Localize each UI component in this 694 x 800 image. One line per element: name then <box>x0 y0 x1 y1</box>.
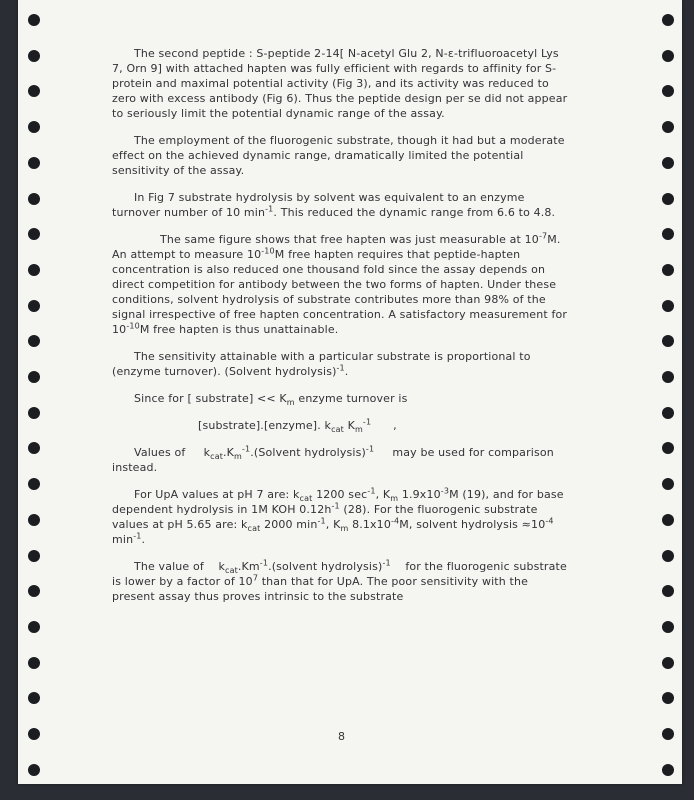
tractor-hole <box>662 657 674 669</box>
tractor-hole <box>28 335 40 347</box>
right-tractor-holes <box>662 0 676 784</box>
tractor-hole <box>28 50 40 62</box>
tractor-hole <box>662 85 674 97</box>
tractor-hole <box>28 728 40 740</box>
formula-line: [substrate].[enzyme]. $k_{cat}$ $K_m^{-1}$ , <box>198 417 397 435</box>
page-number: 8 <box>338 730 345 743</box>
tractor-hole <box>28 371 40 383</box>
tractor-hole <box>662 50 674 62</box>
tractor-hole <box>28 157 40 169</box>
paragraph-1: The second peptide : S-peptide 2-14[ N-acetyl Glu 2, N-ε-trifluoroacetyl Lys 7, Orn 9] with attached hapten was fully efficient with regards to affinity for S-protein and maximal potential activity (Fig 3), and its activity was reduced to zero with excess antibody (Fig 6). Thus the peptide design per se did not appear to seriously limit the potential dynamic range of the assay. <box>112 47 568 120</box>
paragraph-2: The employment of the fluorogenic substrate, though it had but a moderate effect on the achieved dynamic range, dramatically limited the potential sensitivity of the assay. <box>112 134 565 177</box>
tractor-hole <box>28 692 40 704</box>
tractor-hole <box>28 407 40 419</box>
tractor-hole <box>28 442 40 454</box>
paragraph-4: The same figure shows that free hapten was just measurable at $10^{-7}M$. An attempt to measure $10^{-10}M$ free hapten requires that peptide-hapten concentration is also reduced one thousand fold since the assay depends on direct competition for antibody between the two forms of hapten. Under these conditions, solvent hydrolysis of substrate contributes more than 98% of the signal irrespective of free hapten concentration. A satisfactory measurement for $10^{-10}M$ free hapten is thus unattainable. <box>112 231 568 336</box>
tractor-hole <box>28 514 40 526</box>
paragraph-7: Values of $k_{cat}.K_m^{-1}.(Solvent$ hydrolysis)$^{-1}$ may be used for comparison instead. <box>112 444 562 474</box>
paragraph-8: For UpA values at pH 7 are: $k_{cat}$ 1200 $\sec^{-1}$, $K_m$ $1.9x10^{-3}M$ (19), and for base dependent hydrolysis in 1M KOH $0.12h^{-1}$ (28). For the fluorogenic substrate values at pH 5.65 are: $k_{cat}$ 2000 $\min^{-1}$, $K_m$ $8.1x10^{-4}M$, solvent hydrolysis $\approx 10^{-4}$ $\min^{-1}$. <box>112 486 564 546</box>
tractor-hole <box>662 442 674 454</box>
tractor-hole <box>28 764 40 776</box>
document-page <box>18 0 682 784</box>
tractor-hole <box>28 550 40 562</box>
tractor-hole <box>662 478 674 490</box>
tractor-hole <box>28 121 40 133</box>
left-tractor-holes <box>28 0 42 784</box>
paragraph-6: Since for [ substrate] << $K_m$ enzyme turnover is <box>134 392 408 408</box>
tractor-hole <box>28 264 40 276</box>
tractor-hole <box>662 14 674 26</box>
tractor-hole <box>662 193 674 205</box>
tractor-hole <box>662 514 674 526</box>
tractor-hole <box>28 193 40 205</box>
tractor-hole <box>662 764 674 776</box>
tractor-hole <box>28 300 40 312</box>
tractor-hole <box>662 228 674 240</box>
tractor-hole <box>662 621 674 633</box>
tractor-hole <box>662 335 674 347</box>
tractor-hole <box>662 407 674 419</box>
tractor-hole <box>28 657 40 669</box>
tractor-hole <box>662 300 674 312</box>
tractor-hole <box>28 585 40 597</box>
paragraph-3: In Fig 7 substrate hydrolysis by solvent was equivalent to an enzyme turnover number of 10 $\min^{-1}$. This reduced the dynamic range from 6.6 to 4.8. <box>112 191 556 219</box>
tractor-hole <box>662 728 674 740</box>
page-body <box>112 46 572 616</box>
tractor-hole <box>662 264 674 276</box>
tractor-hole <box>28 85 40 97</box>
tractor-hole <box>662 550 674 562</box>
tractor-hole <box>28 228 40 240</box>
paragraph-9: The value of $k_{cat}.Km^{-1}.(solvent$ hydrolysis)$^{-1}$ for the fluorogenic substrate is lower by a factor of $10^7$ than that for UpA. The poor sensitivity with the present assay thus proves intrinsic to the substrate <box>112 558 571 603</box>
tractor-hole <box>662 371 674 383</box>
tractor-hole <box>662 121 674 133</box>
paragraph-5: The sensitivity attainable with a particular substrate is proportional to (enzyme turnover). (Solvent hydrolysis)$^{-1}$. <box>112 350 531 378</box>
tractor-hole <box>28 621 40 633</box>
tractor-hole <box>662 692 674 704</box>
tractor-hole <box>662 157 674 169</box>
tractor-hole <box>28 478 40 490</box>
tractor-hole <box>28 14 40 26</box>
tractor-hole <box>662 585 674 597</box>
